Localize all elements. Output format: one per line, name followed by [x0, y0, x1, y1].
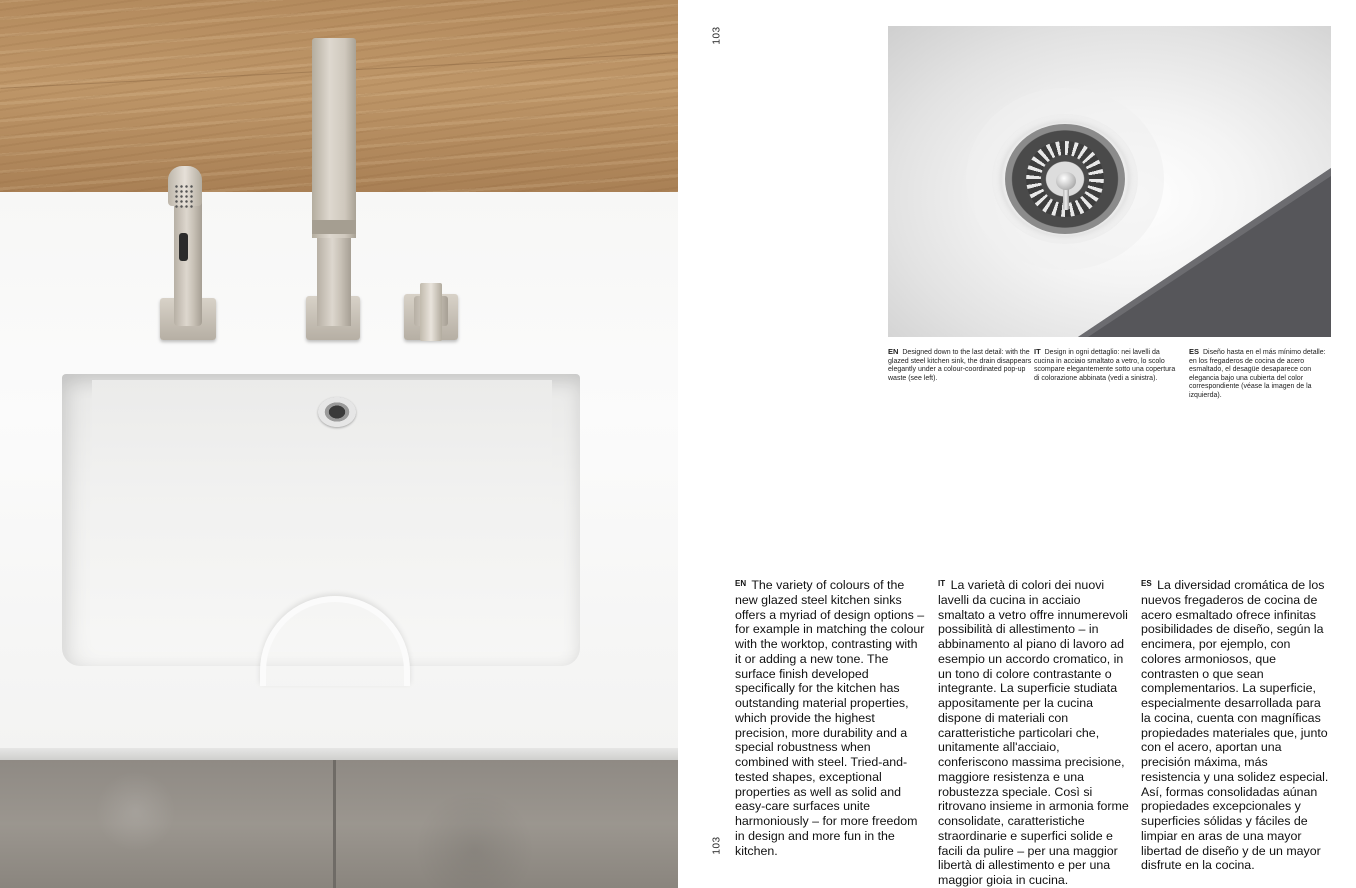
caption-en — [888, 348, 1032, 383]
body-text-es — [1141, 577, 1330, 873]
caption-it — [1034, 348, 1178, 383]
body-lang-label: EN — [735, 579, 747, 588]
body-paragraph: La diversidad cromática de los nuevos fregaderos de cocina de acero esmaltado ofrece infinitas posibilidades de diseño, según la encimera, por ejemplo, con colores armoniosos, que contrasten o que sean complementarios. La superficie, especialmente desarrollada para la cocina, cuenta con magníficas propiedades materiales que, junto con el acero, aportan una precisión máxima, más resistencia y una solidez especial. Así, formas consolidadas aúnan propiedades excepcionales y superficies sólidas y fáciles de limpiar en aras de una mayor libertad de diseño y de un mayor disfrute en la cocina. — [1141, 578, 1329, 873]
body-text-it — [938, 577, 1130, 888]
caption-text: Diseño hasta en el más mínimo detalle: en los fregaderos de cocina de acero esmaltado, el desagüe desaparece con elegancia bajo una cubierta del color correspondiente (véase la imagen de la izquierda). — [1189, 349, 1326, 399]
photo-drain-closeup — [888, 26, 1331, 337]
caption-lang-label: EN — [888, 347, 899, 356]
body-lang-label: ES — [1141, 579, 1152, 588]
spray-hose-handle — [174, 196, 202, 326]
concrete-cabinet-front — [0, 760, 678, 888]
caption-lang-label: ES — [1189, 347, 1200, 356]
page-number-top: 103 — [711, 26, 723, 45]
caption-text: Designed down to the last detail: with the glazed steel kitchen sink, the drain disappears elegantly under a colour-coordinated pop-up waste (see left). — [888, 349, 1032, 382]
faucet-spout — [312, 38, 356, 238]
sink-drain-cover — [260, 596, 410, 686]
page-number-bottom: 103 — [711, 836, 723, 855]
body-paragraph: La varietà di colori dei nuovi lavelli da cucina in acciaio smaltato a vetro offre innumerevoli possibilità di allestimento – in abbinamento al piano di lavoro ad esempio un accordo cromatico, in un tono di colore contrastante o integrante. La superficie studiata appositamente per la cucina dispone di materiali con caratteristiche particolari che, unitamente all'acciaio, conferiscono massima precisione, maggiore resistenza e una robustezza speciale. Così si ritrovano insieme in armonia forme consolidate, caratteristiche straordinarie e superfici solide e facili da pulire – per una maggior libertà di allestimento e per una maggior gioia in cucina. — [938, 578, 1129, 887]
body-lang-label: IT — [938, 579, 946, 588]
body-text-en — [735, 577, 925, 858]
drain-knob — [1056, 172, 1076, 190]
caption-lang-label: IT — [1034, 347, 1041, 356]
caption-text: Design in ogni dettaglio: nei lavelli da cucina in acciaio smaltato a vetro, lo scolo scompare elegantemente sotto una copertura di colorazione abbinata (vedi a sinistra). — [1034, 349, 1176, 382]
body-paragraph: The variety of colours of the new glazed steel kitchen sinks offers a myriad of design options – for example in matching the colour with the worktop, contrasting with it or adding a new tone. The surface finish developed specifically for the kitchen has outstanding material properties, which provide the highest precision, more durability and a special robustness when combined with steel. Tried-and-tested shapes, exceptional properties as well as solid and easy-care surfaces unite harmoniously – for more freedom in design and more fun in the kitchen. — [735, 578, 925, 858]
overflow-outlet — [318, 397, 356, 427]
caption-es — [1189, 348, 1333, 401]
faucet-lever — [420, 283, 442, 341]
